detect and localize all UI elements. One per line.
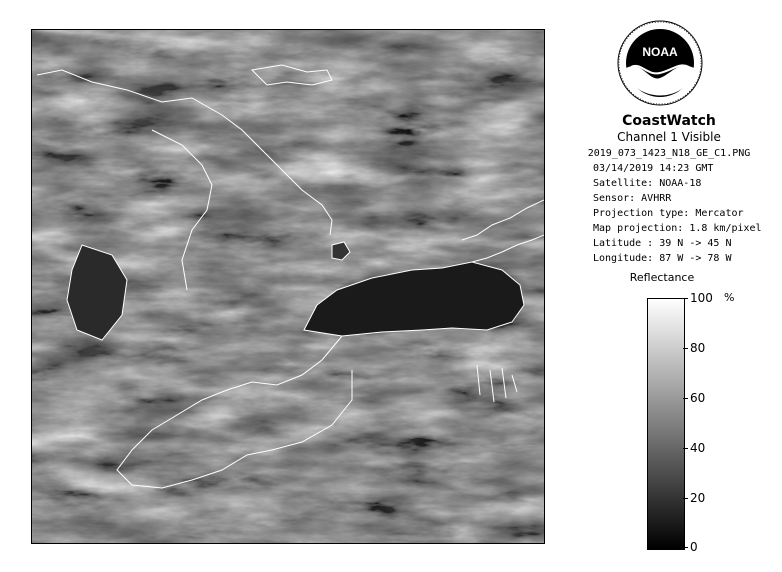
- noaa-logo: [617, 20, 703, 106]
- colorbar-tickmark: [683, 348, 688, 349]
- colorbar-tickmark: [683, 298, 688, 299]
- colorbar-tick-20: 20: [690, 491, 706, 505]
- date-time: 03/14/2019 14:23 GMT: [593, 163, 714, 174]
- colorbar-tickmark: [683, 498, 688, 499]
- map-projection: Map projection: 1.8 km/pixel: [593, 223, 762, 234]
- latitude-range: Latitude : 39 N -> 45 N: [593, 238, 732, 249]
- satellite-image: [31, 29, 545, 544]
- colorbar-tick-40: 40: [690, 441, 706, 455]
- colorbar-tickmark: [683, 448, 688, 449]
- colorbar-unit: %: [724, 291, 735, 304]
- file-name: 2019_073_1423_N18_GE_C1.PNG: [587, 148, 751, 159]
- colorbar-tick-60: 60: [690, 391, 706, 405]
- colorbar-tickmark: [683, 547, 688, 548]
- colorbar-tick-80: 80: [690, 341, 706, 355]
- channel-subtitle: Channel 1 Visible: [617, 130, 721, 144]
- colorbar-tick-100: 100: [690, 291, 713, 305]
- sensor-info: Sensor: AVHRR: [593, 193, 672, 204]
- colorbar-label: Reflectance: [629, 271, 695, 284]
- app-title: CoastWatch: [622, 113, 716, 129]
- noaa-logo-text: NOAA: [642, 45, 678, 59]
- reflectance-colorbar: [647, 298, 685, 550]
- colorbar-tick-0: 0: [690, 540, 698, 554]
- colorbar-tickmark: [683, 398, 688, 399]
- satellite-info: Satellite: NOAA-18: [593, 178, 702, 189]
- longitude-range: Longitude: 87 W -> 78 W: [593, 253, 732, 264]
- projection-type: Projection type: Mercator: [593, 208, 744, 219]
